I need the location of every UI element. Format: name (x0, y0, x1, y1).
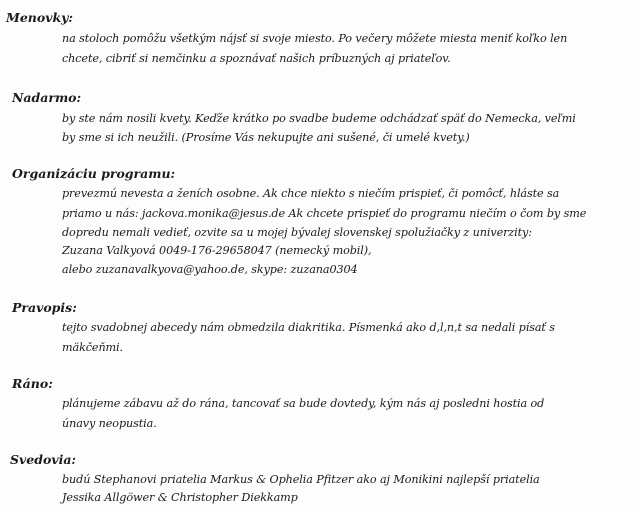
section-heading: Pravopis: (12, 300, 77, 315)
section-text-line: Zuzana Valkyová 0049-176-29658047 (nemecký mobil), (62, 244, 372, 257)
section-text-line: mäkčeňmi. (62, 341, 123, 354)
section-text-line: prevezmú nevesta a ženích osobne. Ak chce niekto s niečím prispieť, či pomôcť, hláste sa (62, 187, 560, 200)
section-text-line: alebo zuzanavalkyova@yahoo.de, skype: zuzana0304 (62, 263, 358, 276)
section-text-line: na stoloch pomôžu všetkým nájsť si svoje miesto. Po večery môžete miesta meniť koľko len (62, 32, 568, 45)
section-text-line: Jessika Allgöwer & Christopher Diekkamp (62, 491, 298, 504)
section-text-line: budú Stephanovi priatelia Markus & Ophelia Pfitzer ako aj Monikini najlepší priatelia (62, 473, 540, 486)
section-text-line: dopredu nemali vedieť, ozvite sa u mojej bývalej slovenskej spolužiačky z univerzity: (62, 226, 532, 239)
section-heading: Nadarmo: (12, 90, 82, 105)
section-text-line: únavy neopustia. (62, 417, 157, 430)
section-text-line: plánujeme zábavu až do rána, tancovať sa bude dovtedy, kým nás aj posledni hostia od (62, 397, 545, 410)
section-text-line: by ste nám nosili kvety. Keďže krátko po svadbe budeme odchádzať späť do Nemecka, veľmi (62, 112, 576, 125)
section-text-line: tejto svadobnej abecedy nám obmedzila diakritika. Písmenká ako d,l,n,t sa nedali písať s (62, 321, 555, 334)
section-text-line: priamo u nás: jackova.monika@jesus.de Ak chcete prispieť do programu niečím o čom by sme (62, 207, 587, 220)
section-text-line: by sme si ich neužili. (Prosíme Vás nekupujte ani sušené, či umelé kvety.) (62, 131, 470, 144)
section-heading: Svedovia: (10, 452, 77, 467)
section-heading: Menovky: (6, 10, 74, 25)
section-text-line: chcete, cibriť si nemčinku a spoznávať našich príbuzných aj priateľov. (62, 52, 451, 65)
section-heading: Ráno: (12, 376, 53, 391)
section-heading: Organizáciu programu: (12, 166, 176, 181)
